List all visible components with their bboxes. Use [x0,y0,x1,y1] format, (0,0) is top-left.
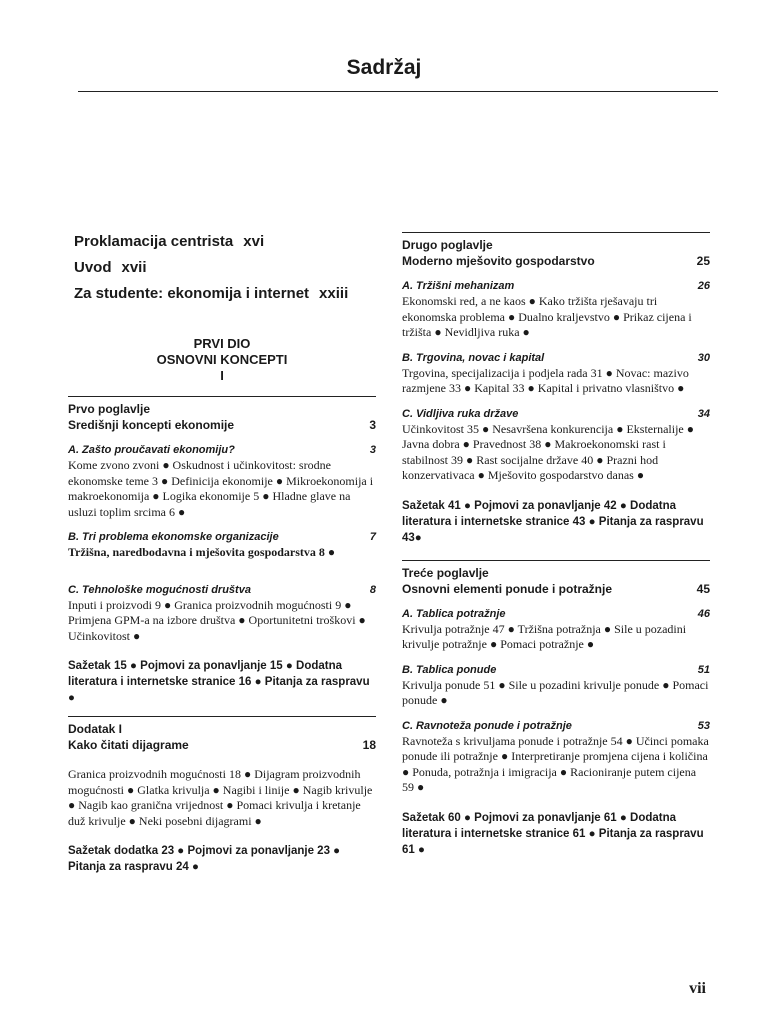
chapter-title: Moderno mješovito gospodarstvo [402,254,595,268]
section-title: C. Ravnoteža ponude i potražnje [402,719,572,732]
chapter-3-heading [402,560,710,597]
chapter-label: Drugo poglavlje [402,238,493,252]
section-title: A. Zašto proučavati ekonomiju? [68,444,235,456]
left-column [68,233,376,875]
chapter-2-heading [402,232,710,269]
chapter-2-section-c [402,407,710,484]
chapter-3-summary: Sažetak 60 ● Pojmovi za ponavljanje 61 ● Dodatna literatura i internetske stranice 61 ● Pitanja za raspravu 61 ● [402,811,704,856]
chapter-1-section-a [68,443,376,520]
appendix-topics: Granica proizvodnih mogućnosti 18 ● Dijagram proizvodnih mogućnosti ● Glatka krivulja ● Nagibi i linije ● Nagib krivulje ● Nagib kao granična vrijednost ● Pomaci krivulja i kretanje duž krivulje ● Neki posebni dijagrami ● [68,767,373,828]
appendix-1-summary: Sažetak dodatka 23 ● Pojmovi za ponavljanje 23 ● Pitanja za raspravu 24 ● [68,845,341,873]
section-topics: Kome zvono zvoni ● Oskudnost i učinkovitost: srodne ekonomske teme 3 ● Definicija ekonomije ● Mikroekonomija i makroekonomija ● Logika ekonomije 5 ● Hladne glave na usluzi toplim srcima 6 ● [68,458,374,519]
front-matter-page: xvii [121,259,147,276]
section-title: A. Tržišni mehanizam [402,280,515,292]
section-page: 3 [369,444,376,456]
section-topics: Krivulja potražnje 47 ● Tržišna potražnja ● Sile u pozadini krivulje potražnje ● Pomaci potražnje ● [402,621,687,651]
chapter-3-section-c [402,719,710,796]
chapter-title: Osnovni elementi ponude i potražnje [402,581,613,596]
chapter-1-heading [68,396,376,433]
part-numeral: I [220,368,224,383]
appendix-title: Kako čitati dijagrame [68,738,189,752]
chapter-3-section-a [402,607,710,653]
chapter-page: 25 [696,254,710,268]
section-page: 46 [697,607,710,620]
chapter-2-section-b [402,351,710,397]
front-matter-page: xvi [243,233,265,250]
section-topics: Tržišna, naredbodavna i mješovita gospodarstva 8 ● [68,545,336,559]
chapter-3-section-b [402,663,710,709]
chapter-1-section-b [68,530,376,561]
section-title: B. Tri problema ekonomske organizacije [68,531,279,543]
chapter-label: Treće poglavlje [402,565,489,580]
section-topics: Učinkovitost 35 ● Nesavršena konkurencija ● Eksternalije ● Javna dobra ● Pravednost 38 ● Makroekonomski rast i stabilnost 39 ● Rast socijalne države 40 ● Prazni hod konzervativaca ● Mješovito gospodarstvo danas ● [402,421,695,482]
chapter-page: 3 [369,418,376,432]
chapter-page: 45 [696,581,710,596]
part-heading [68,336,376,384]
section-page: 26 [697,280,710,292]
section-title: C. Tehnološke mogućnosti društva [68,583,251,596]
front-matter-item [74,233,376,251]
section-topics: Inputi i proizvodi 9 ● Granica proizvodnih mogućnosti 9 ● Primjena GPM-a na izbore društva ● Oportunitetni troškovi ● Učinkovitost ● [68,597,366,643]
chapter-title: Središnji koncepti ekonomije [68,418,235,432]
chapter-1-section-c [68,583,376,645]
front-matter-item [74,259,376,277]
section-page: 53 [697,719,710,732]
chapter-label: Prvo poglavlje [68,402,151,416]
section-title: B. Trgovina, novac i kapital [402,351,545,364]
section-topics: Ekonomski red, a ne kaos ● Kako tržišta rješavaju tri ekonomska problema ● Dualno kraljevstvo ● Prikaz cijena i tržišta ● Nevidljiva ruka ● [402,294,692,339]
front-matter-item [74,285,376,303]
page-title: Sadržaj [346,56,422,79]
right-column [402,232,710,858]
page-number: vii [689,980,706,997]
front-matter-label: Za studente: ekonomija i internet [74,285,310,302]
section-title: B. Tablica ponude [402,663,497,676]
chapter-2-section-a [402,279,710,341]
section-page: 30 [697,351,710,364]
section-topics: Krivulja ponude 51 ● Sile u pozadini krivulje ponude ● Pomaci ponude ● [402,677,709,707]
front-matter-label: Uvod [74,259,112,276]
appendix-label: Dodatak I [68,722,123,736]
section-title: C. Vidljiva ruka države [402,407,519,420]
chapter-1-summary: Sažetak 15 ● Pojmovi za ponavljanje 15 ● Dodatna literatura i internetske stranice 16 ● Pitanja za raspravu ● [68,660,370,704]
appendix-page: 18 [362,738,376,752]
section-page: 8 [369,583,376,596]
section-page: 51 [697,663,710,676]
front-matter-label: Proklamacija centrista [74,233,234,250]
title-rule [78,91,718,92]
section-page: 7 [369,531,376,543]
section-topics: Trgovina, specijalizacija i podjela rada 31 ● Novac: mazivo razmjene 33 ● Kapital 33 ● Kapital i privatno vlasništvo ● [402,365,689,395]
part-title: OSNOVNI KONCEPTI [156,352,288,367]
appendix-1-topics [68,767,376,829]
chapter-2-summary: Sažetak 41 ● Pojmovi za ponavljanje 42 ● Dodatna literatura i internetske stranice 43 ● Pitanja za raspravu 43● [402,499,704,544]
section-page: 34 [697,407,710,420]
section-title: A. Tablica potražnje [402,607,506,620]
part-label: PRVI DIO [193,336,251,351]
appendix-1-heading [68,716,376,753]
front-matter-page: xxiii [319,285,349,302]
section-topics: Ravnoteža s krivuljama ponude i potražnje 54 ● Učinci pomaka ponude ili potražnje ● Interpretiranje promjena cijena i količina ● Ponuda, potražnja i imigracija ● Racioniranje putem cijena 59 ● [402,733,709,794]
